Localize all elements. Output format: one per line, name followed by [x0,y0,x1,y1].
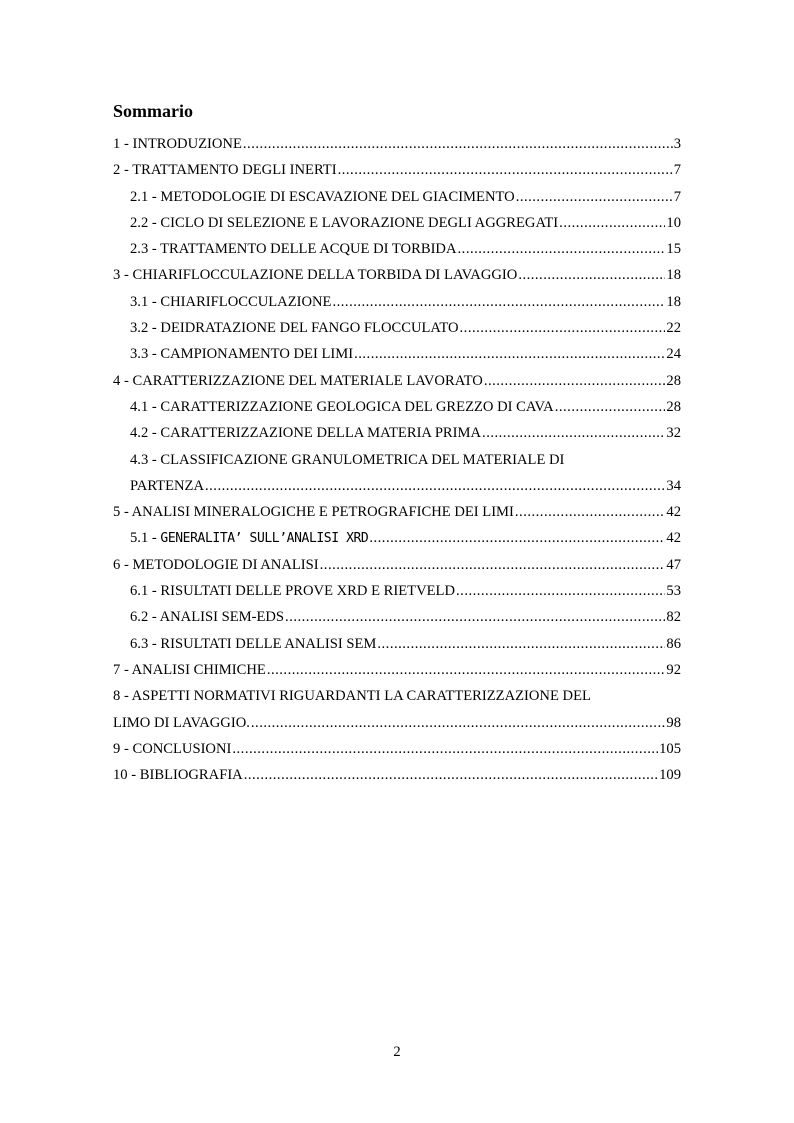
toc-entry-page: 98 [666,714,681,731]
toc-entry[interactable] [113,131,681,157]
toc-entry[interactable] [113,657,681,683]
toc-entry-page: 7 [673,162,681,179]
toc-entry-page: 7 [673,188,681,205]
toc-entry-page: 42 [666,530,681,547]
toc-entry[interactable] [113,499,681,525]
toc-subentry[interactable] [113,289,681,315]
toc-subentry[interactable] [113,420,681,446]
toc-leader-dots [456,578,665,604]
toc-leader-dots [251,710,666,736]
toc-entry-label: 1 - INTRODUZIONE [113,136,242,152]
toc-entry-label: 3.3 - CAMPIONAMENTO DEI LIMI [130,346,354,363]
toc-subentry[interactable] [113,578,681,604]
toc-leader-dots [515,499,666,525]
toc-leader-dots [232,736,658,762]
toc-leader-dots [205,473,665,499]
toc-entry-label: 6.3 - RISULTATI DELLE ANALISI SEM [130,635,377,652]
toc-entry-page: 28 [666,398,681,415]
toc-entry-page: 34 [666,477,681,494]
toc-leader-dots [267,657,666,683]
toc-subentry[interactable] [113,604,681,630]
toc-subentry[interactable] [113,525,681,551]
toc-subentry[interactable] [113,315,681,341]
toc-entry[interactable] [113,736,681,762]
page-title: Sommario [113,101,193,121]
toc-entry-page: 109 [659,767,681,784]
toc-subentry[interactable] [113,236,681,262]
toc-leader-dots [516,184,673,210]
toc-subentry[interactable] [113,341,681,367]
toc-entry-page: 18 [666,267,681,284]
toc-leader-dots [320,552,666,578]
toc-entry-page: 47 [666,556,681,573]
toc-leader-dots [460,315,666,341]
toc-entry-label: 6.1 - RISULTATI DELLE PROVE XRD E RIETVELD [130,583,456,600]
toc-entry-label: 2.2 - CICLO DI SELEZIONE E LAVORAZIONE DEGLI AGGREGATI [130,214,559,231]
toc-entry-label: 5 - ANALISI MINERALOGICHE E PETROGRAFICHE DEI LIMI [113,504,514,521]
toc-entry[interactable] [113,262,681,288]
toc-entry-label: 3.2 - DEIDRATAZIONE DEL FANGO FLOCCULATO [130,320,459,337]
toc-entry-label: PARTENZA [130,477,204,494]
toc-entry[interactable] [113,762,681,788]
toc-leader-dots [482,420,665,446]
toc-subentry[interactable] [113,210,681,236]
toc-leader-dots [369,525,665,551]
toc-entry-page: 15 [666,241,681,258]
toc-leader-dots [338,157,673,183]
toc-leader-dots [285,604,665,630]
toc-entry-page: 86 [666,635,681,652]
toc-entry-label: 8 - ASPETTI NORMATIVI RIGUARDANTI LA CARATTERIZZAZIONE DEL [113,688,591,705]
toc-entry-page: 24 [666,346,681,363]
toc-entry-label: 10 - BIBLIOGRAFIA [113,767,243,784]
toc-entry-page: 105 [659,740,681,757]
toc-entry-page: 18 [666,293,681,310]
table-of-contents [113,131,681,788]
toc-entry-page: 32 [666,425,681,442]
toc-subentry-line1[interactable] [113,447,681,473]
toc-entry-page: 42 [666,504,681,521]
toc-leader-dots [377,631,665,657]
toc-entry-label: 3.1 - CHIARIFLOCCULAZIONE [130,293,332,310]
toc-entry[interactable] [113,368,681,394]
toc-entry-label: LIMO DI LAVAGGIO. [113,714,250,731]
toc-entry-label: 4 - CARATTERIZZAZIONE DEL MATERIALE LAVORATO [113,372,483,389]
toc-entry-page: 3 [673,136,681,152]
toc-leader-dots [518,262,665,288]
toc-entry-label: 6 - METODOLOGIE DI ANALISI [113,556,319,573]
toc-entry[interactable] [113,552,681,578]
toc-entry-label: 2.3 - TRATTAMENTO DELLE ACQUE DI TORBIDA [130,241,457,258]
toc-entry-line1[interactable] [113,683,681,709]
toc-leader-dots [243,131,673,157]
page-number: 2 [393,1044,401,1060]
toc-leader-dots [332,289,665,315]
toc-leader-dots [354,341,665,367]
toc-entry-label: 2.1 - METODOLOGIE DI ESCAVAZIONE DEL GIACIMENTO [130,188,515,205]
toc-leader-dots [484,368,666,394]
toc-entry-page: 92 [666,661,681,678]
toc-leader-dots [244,762,658,788]
toc-entry-label: 7 - ANALISI CHIMICHE [113,661,266,678]
toc-entry-label-text: GENERALITA’ SULL’ANALISI XRD [160,531,369,547]
toc-subentry[interactable] [113,184,681,210]
toc-entry-page: 10 [666,214,681,231]
toc-entry-page: 82 [666,609,681,626]
toc-entry-label: 2 - TRATTAMENTO DEGLI INERTI [113,162,337,179]
toc-entry-label: 4.1 - CARATTERIZZAZIONE GEOLOGICA DEL GREZZO DI CAVA [130,398,554,415]
toc-subentry-line2[interactable] [113,473,681,499]
toc-entry-label: 9 - CONCLUSIONI [113,740,232,757]
toc-leader-dots [458,236,666,262]
toc-subentry[interactable] [113,631,681,657]
toc-entry-label [130,525,368,552]
toc-subentry[interactable] [113,394,681,420]
toc-entry-page: 28 [666,372,681,389]
toc-entry-label: 4.3 - CLASSIFICAZIONE GRANULOMETRICA DEL MATERIALE DI [130,451,565,468]
toc-leader-dots [555,394,666,420]
toc-entry-label: 6.2 - ANALISI SEM-EDS [130,609,285,626]
toc-entry-page: 22 [666,320,681,337]
toc-entry-label: 4.2 - CARATTERIZZAZIONE DELLA MATERIA PRIMA [130,425,482,442]
toc-entry-page: 53 [666,583,681,600]
toc-leader-dots [559,210,665,236]
toc-entry-line2[interactable] [113,710,681,736]
toc-entry-label: 3 - CHIARIFLOCCULAZIONE DELLA TORBIDA DI LAVAGGIO [113,267,518,284]
toc-entry-prefix: 5.1 - [130,530,161,547]
toc-entry[interactable] [113,157,681,183]
